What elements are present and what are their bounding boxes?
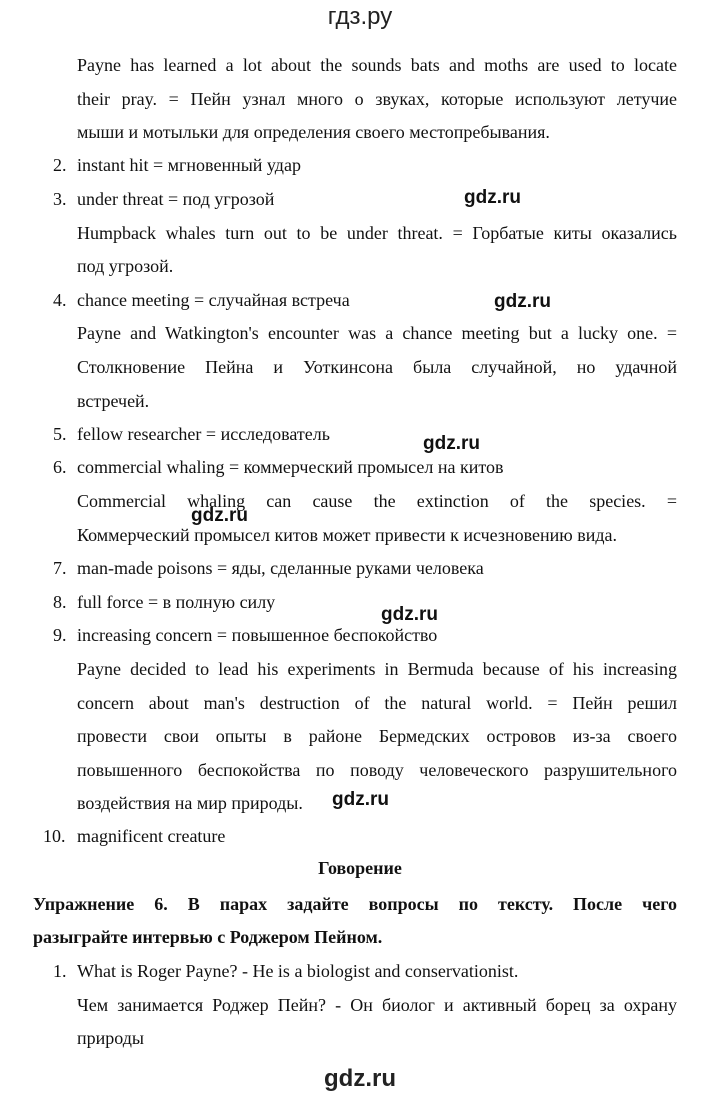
- watermark: gdz.ru: [423, 433, 480, 454]
- list-number: 9.: [53, 625, 67, 645]
- exercise-heading: разыграйте интервью с Роджером Пейном.: [33, 927, 383, 947]
- list-number: 3.: [53, 189, 67, 209]
- question-line: What is Roger Payne? - He is a biologist and conservationist.: [77, 961, 519, 981]
- translation-line: природы: [77, 1028, 144, 1048]
- example-line: Столкновение Пейна и Уоткинсона была случайной, но удачной: [77, 357, 677, 377]
- example-line: воздействия на мир природы.: [77, 793, 303, 813]
- site-header: гдз.ру: [327, 3, 393, 30]
- paragraph-line: Payne has learned a lot about the sounds bats and moths are used to locate: [77, 55, 677, 75]
- example-line: Commercial whaling can cause the extinction of the species. =: [77, 491, 677, 511]
- list-item: commercial whaling = коммерческий промысел на китов: [77, 457, 504, 477]
- example-line: провести свои опыты в районе Бермедских островов из-за своего: [77, 726, 677, 746]
- watermark: gdz.ru: [464, 187, 521, 208]
- list-item: man-made poisons = яды, сделанные руками человека: [77, 558, 484, 578]
- translation-line: Чем занимается Роджер Пейн? - Он биолог и активный борец за охрану: [77, 995, 677, 1015]
- list-item: full force = в полную силу: [77, 592, 276, 612]
- paragraph-line: their pray. = Пейн узнал много о звуках, которые используют летучие: [77, 89, 677, 109]
- watermark: gdz.ru: [494, 291, 551, 312]
- paragraph-line: мыши и мотыльки для определения своего местопребывания.: [77, 122, 550, 142]
- list-item: under threat = под угрозой: [77, 189, 275, 209]
- list-number: 4.: [53, 290, 67, 310]
- example-line: Коммерческий промысел китов может привести к исчезновению вида.: [77, 525, 618, 545]
- section-title: Говорение: [318, 858, 402, 878]
- example-line: встречей.: [77, 391, 150, 411]
- example-line: Payne and Watkington's encounter was a chance meeting but a lucky one. =: [77, 323, 677, 343]
- example-line: Payne decided to lead his experiments in Bermuda because of his increasing: [77, 659, 677, 679]
- list-number: 10.: [43, 826, 66, 846]
- list-number: 2.: [53, 155, 67, 175]
- list-number: 5.: [53, 424, 67, 444]
- list-item: instant hit = мгновенный удар: [77, 155, 301, 175]
- watermark: gdz.ru: [191, 505, 248, 526]
- list-item: increasing concern = повышенное беспокойство: [77, 625, 438, 645]
- list-number: 8.: [53, 592, 67, 612]
- watermark: gdz.ru: [332, 789, 389, 810]
- list-number: 1.: [53, 961, 67, 981]
- example-line: повышенного беспокойства по поводу человеческого разрушительного: [77, 760, 677, 780]
- site-footer: gdz.ru: [324, 1065, 396, 1092]
- list-number: 6.: [53, 457, 67, 477]
- list-item: chance meeting = случайная встреча: [77, 290, 350, 310]
- watermark: gdz.ru: [381, 604, 438, 625]
- example-line: под угрозой.: [77, 256, 174, 276]
- exercise-heading: Упражнение 6. В парах задайте вопросы по тексту. После чего: [33, 894, 677, 914]
- example-line: Humpback whales turn out to be under threat. = Горбатые киты оказались: [77, 223, 677, 243]
- example-line: concern about man's destruction of the natural world. = Пейн решил: [77, 693, 677, 713]
- list-number: 7.: [53, 558, 67, 578]
- list-item: fellow researcher = исследователь: [77, 424, 330, 444]
- list-item: magnificent creature: [77, 826, 226, 846]
